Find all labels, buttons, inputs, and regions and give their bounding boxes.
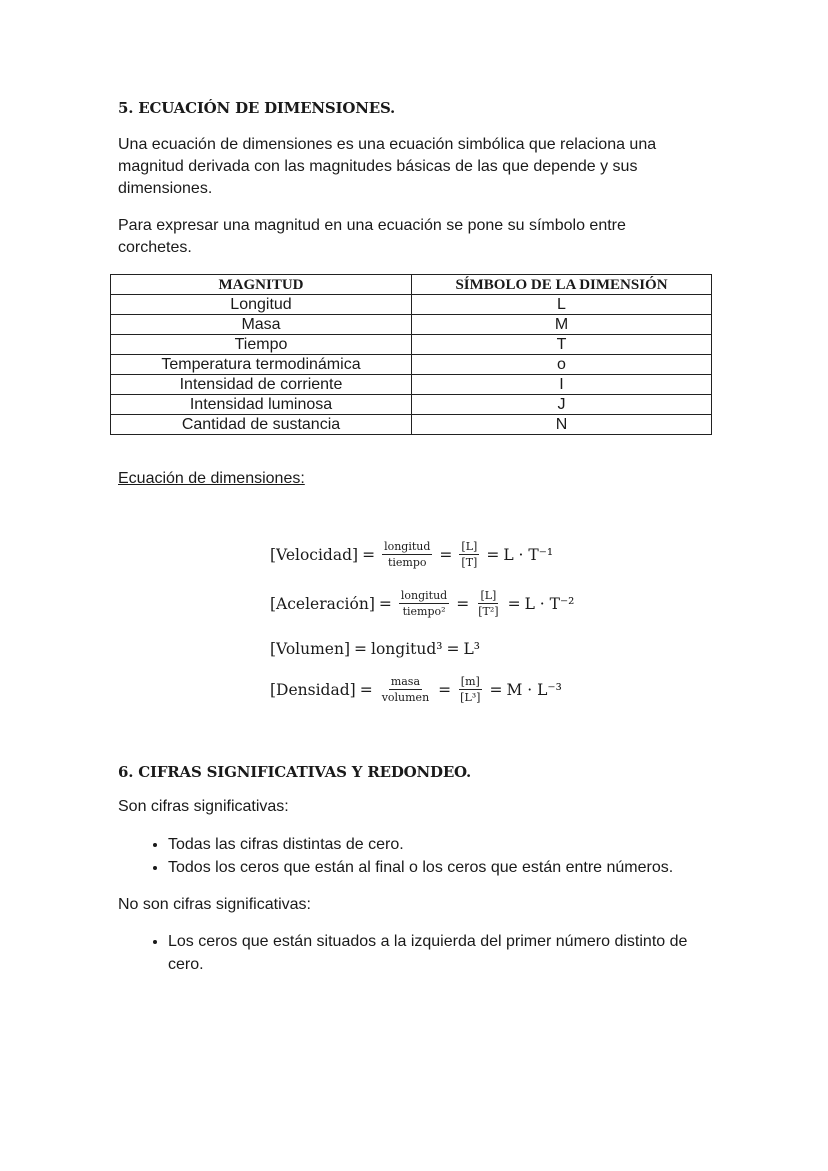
denominator: [L³]: [460, 691, 481, 704]
denominator: [T²]: [478, 605, 499, 618]
equations-label: Ecuación de dimensiones:: [118, 470, 305, 487]
table-row: [111, 395, 712, 415]
intro-paragraph: Una ecuación de dimensiones es una ecuación simbólica que relaciona una magnitud derivada con las magnitudes básicas de las que depende y sus dimensiones.: [118, 136, 657, 197]
equation-aceleracion: [Aceleración] = longitud tiempo² = $\frac{[L]}{\text{[T²]}}$ = L · T⁻²: [270, 589, 575, 618]
numerator: [m]: [460, 675, 480, 688]
fraction: [458, 675, 482, 704]
fraction: [399, 589, 449, 618]
magnitud-cell: Masa: [111, 315, 412, 335]
magnitud-cell: Cantidad de sustancia: [111, 415, 412, 435]
list-item: • Todas las cifras distintas de cero.: [168, 833, 728, 856]
eq-lhs: [Volumen]: [270, 640, 350, 658]
denominator: tiempo²: [402, 605, 446, 618]
table-row: [111, 335, 712, 355]
symbol-cell: N: [412, 415, 712, 435]
list-item: • Los ceros que están situados a la izquierda del primer número distinto de cero.: [168, 930, 698, 976]
fraction: [380, 675, 431, 704]
header-simbolo: SÍMBOLO DE LA DIMENSIÓN: [412, 275, 712, 295]
symbol-cell: T: [412, 335, 712, 355]
table-row: [111, 355, 712, 375]
numerator: [L]: [480, 589, 497, 602]
section-6-heading: 6. CIFRAS SIGNIFICATIVAS Y REDONDEO.: [118, 763, 472, 781]
eq-rhs: M · L⁻³: [506, 680, 562, 699]
eq-lhs: [Densidad]: [270, 680, 356, 699]
no-son-list: [118, 930, 698, 976]
equation-volumen: [Volumen] = longitud³ = L³: [270, 640, 481, 658]
numerator: masa: [390, 675, 421, 688]
numerator: longitud: [384, 540, 431, 553]
eq-rhs: L · T⁻²: [524, 594, 575, 613]
eq-lhs: [Velocidad]: [270, 545, 359, 564]
list-item: • Todos los ceros que están al final o los ceros que están entre números.: [168, 856, 728, 879]
son-list: [118, 833, 728, 879]
eq-rhs: L · T⁻¹: [503, 545, 554, 564]
table-header-row: [111, 275, 712, 295]
denominator: [T]: [461, 556, 478, 569]
section-5-heading: 5. ECUACIÓN DE DIMENSIONES.: [118, 99, 396, 117]
eq-lhs: [Aceleración]: [270, 594, 375, 613]
symbol-cell: J: [412, 395, 712, 415]
symbol-cell: o: [412, 355, 712, 375]
table-row: [111, 415, 712, 435]
symbol-cell: I: [412, 375, 712, 395]
magnitud-cell: Intensidad de corriente: [111, 375, 412, 395]
son-label: Son cifras significativas:: [118, 798, 289, 815]
denominator: volumen: [381, 691, 430, 704]
header-magnitud: MAGNITUD: [111, 275, 412, 295]
equation-densidad: [Densidad] = masa volumen = $\frac{[m]}{\text{[L³]}}$ = M · L⁻³: [270, 675, 562, 704]
table-row: [111, 375, 712, 395]
magnitud-cell: Tiempo: [111, 335, 412, 355]
magnitud-cell: Temperatura termodinámica: [111, 355, 412, 375]
brackets-paragraph: Para expresar una magnitud en una ecuación se pone su símbolo entre corchetes.: [118, 217, 626, 256]
fraction: [459, 540, 479, 569]
magnitud-cell: Longitud: [111, 295, 412, 315]
eq-rhs: L³: [463, 640, 481, 658]
denominator: tiempo: [387, 556, 427, 569]
numerator: [L]: [461, 540, 478, 553]
fraction: [382, 540, 432, 569]
no-son-label: No son cifras significativas:: [118, 896, 311, 913]
dimensions-table: [110, 274, 712, 435]
eq-mid: longitud³: [371, 640, 443, 658]
table-row: [111, 315, 712, 335]
numerator: longitud: [400, 589, 448, 602]
symbol-cell: L: [412, 295, 712, 315]
symbol-cell: M: [412, 315, 712, 335]
fraction: [476, 589, 500, 618]
magnitud-cell: Intensidad luminosa: [111, 395, 412, 415]
equation-velocidad: [Velocidad] = longitud tiempo = $\frac{[L]}{[T]}$ = L · T⁻¹: [270, 540, 554, 569]
table-row: [111, 295, 712, 315]
